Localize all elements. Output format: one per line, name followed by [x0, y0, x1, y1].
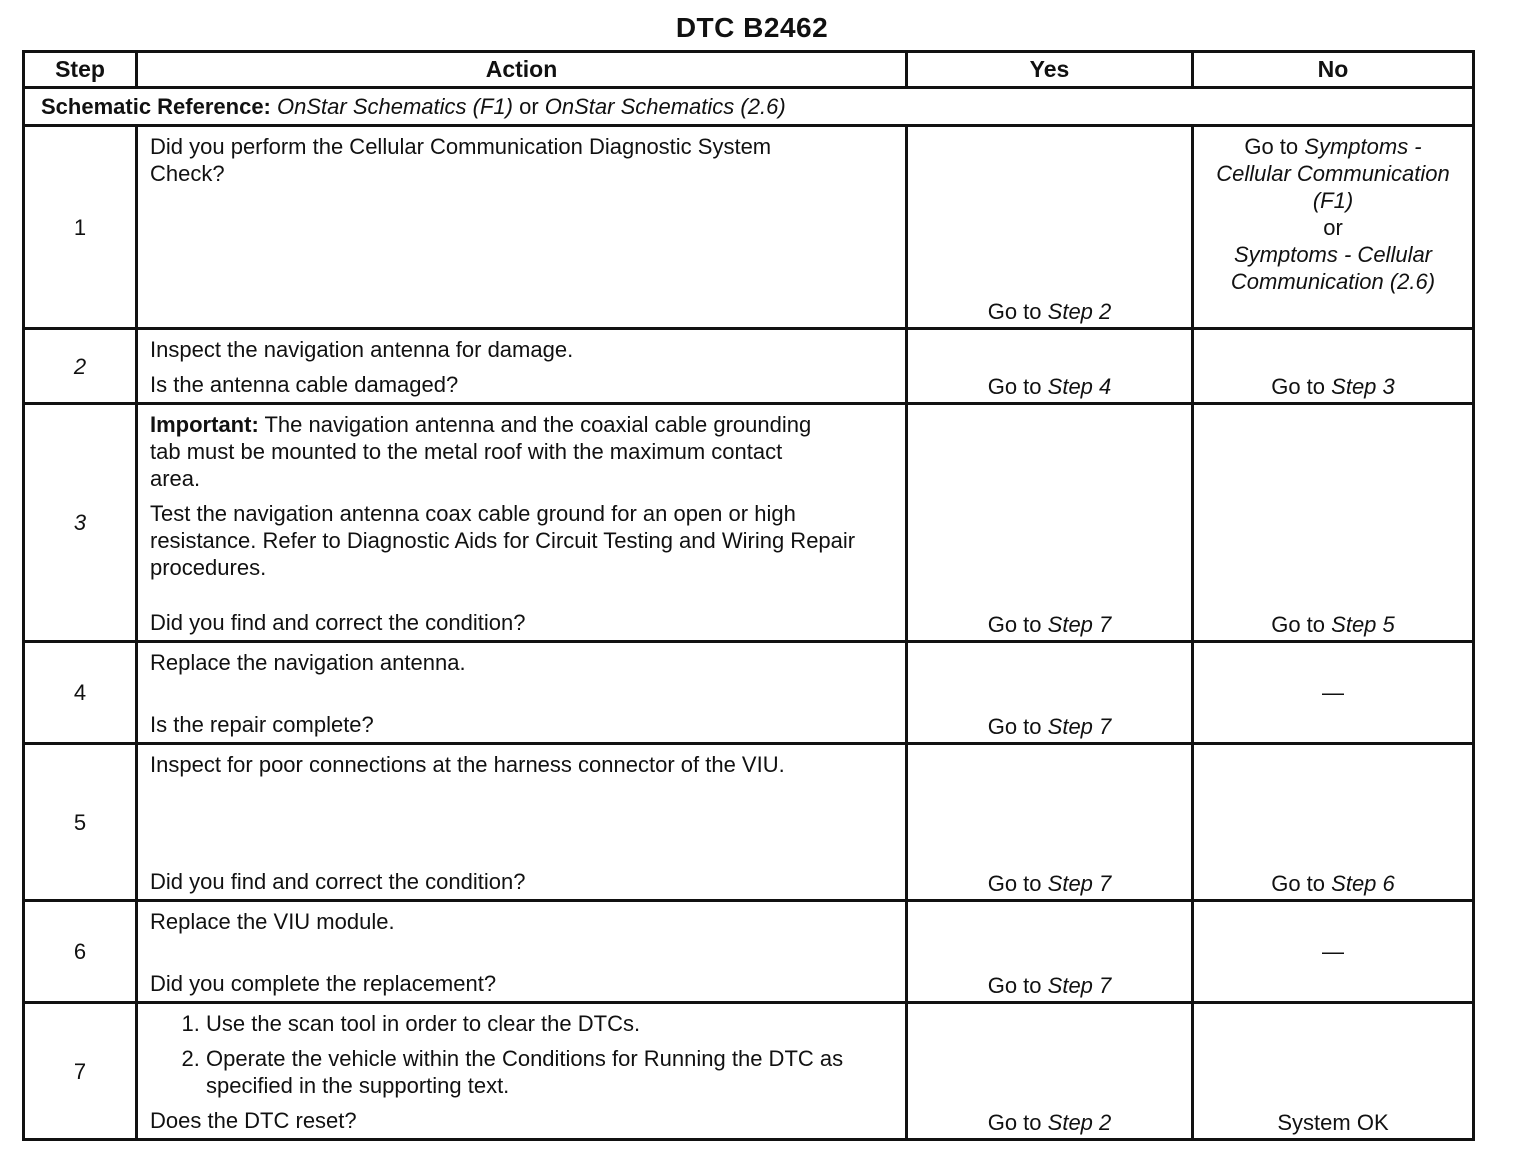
yes-prefix: Go to [987, 612, 1042, 637]
action-text: Did you perform the Cellular Communication Diagnostic System Check? [150, 134, 772, 186]
action-cell [137, 901, 907, 1003]
yes-cell [907, 126, 1193, 329]
header-step: Step [24, 52, 137, 88]
action-question: Did you find and correct the condition? [150, 869, 526, 894]
header-row [24, 52, 1474, 88]
no-prefix: Go to [1244, 134, 1299, 159]
yes-prefix: Go to [987, 871, 1042, 896]
no-dash: — [1322, 939, 1344, 964]
table-row [24, 126, 1474, 329]
header-action: Action [137, 52, 907, 88]
yes-step-link: Step 2 [1047, 299, 1112, 324]
table-row [24, 404, 1474, 642]
no-result-text: System OK [1277, 1110, 1389, 1135]
table-row [24, 642, 1474, 744]
schematic-reference [24, 88, 1474, 126]
step-number: 7 [24, 1003, 137, 1140]
important-label: Important: [150, 412, 259, 437]
action-cell [137, 126, 907, 329]
no-step-link: Step 3 [1331, 374, 1395, 399]
yes-prefix: Go to [987, 299, 1042, 324]
action-text: Replace the navigation antenna. [150, 650, 466, 675]
step-number: 5 [24, 744, 137, 901]
step-number: 1 [24, 126, 137, 329]
no-cell [1193, 642, 1474, 744]
document-title: DTC B2462 [675, 12, 829, 43]
no-cell [1193, 1003, 1474, 1140]
yes-prefix: Go to [987, 714, 1042, 739]
no-step-link: Step 5 [1331, 612, 1395, 637]
schematic-label: Schematic Reference: [41, 94, 271, 119]
action-text: Test the navigation antenna coax cable ground for an open or high resistance. Refer to Diagnostic Aids for Circuit Testing and Wiring Repair procedures. [150, 501, 856, 580]
header-no: No [1193, 52, 1474, 88]
no-prefix: Go to [1271, 612, 1326, 637]
action-cell [137, 744, 907, 901]
action-text: Replace the VIU module. [150, 909, 395, 934]
header-yes: Yes [907, 52, 1193, 88]
procedure-item: 2. Operate the vehicle within the Conditions for Running the DTC as specified in the supporting text. [206, 1045, 856, 1099]
table-row [24, 744, 1474, 901]
step-number: 6 [24, 901, 137, 1003]
yes-prefix: Go to [987, 374, 1042, 399]
table-row [24, 901, 1474, 1003]
diagnostic-table [22, 50, 1475, 1141]
important-note [150, 411, 830, 492]
yes-prefix: Go to [987, 1110, 1042, 1135]
yes-prefix: Go to [987, 973, 1042, 998]
schematic-or: or [519, 94, 539, 119]
action-cell [137, 642, 907, 744]
yes-cell [907, 744, 1193, 901]
no-symptoms-link-f1: Symptoms - Cellular Communication (F1) [1216, 134, 1450, 213]
yes-step-link: Step 2 [1047, 1110, 1112, 1135]
procedure-item: 1. Use the scan tool in order to clear the DTCs. [206, 1010, 893, 1037]
no-cell [1193, 404, 1474, 642]
action-question: Does the DTC reset? [150, 1108, 357, 1133]
yes-cell [907, 1003, 1193, 1140]
schematic-link-2-6: OnStar Schematics (2.6) [544, 94, 786, 119]
no-prefix: Go to [1271, 374, 1326, 399]
action-text: Inspect for poor connections at the harness connector of the VIU. [150, 752, 785, 777]
schematic-link-f1: OnStar Schematics (F1) [277, 94, 513, 119]
yes-step-link: Step 7 [1047, 973, 1112, 998]
action-text: Inspect the navigation antenna for damage. [150, 337, 574, 362]
yes-step-link: Step 4 [1047, 374, 1112, 399]
action-question: Did you find and correct the condition? [150, 610, 526, 635]
step-number: 3 [24, 404, 137, 642]
action-cell [137, 329, 907, 404]
no-cell [1193, 126, 1474, 329]
yes-cell [907, 642, 1193, 744]
action-question: Is the repair complete? [150, 712, 374, 737]
yes-cell [907, 901, 1193, 1003]
procedure-list [150, 1010, 893, 1099]
yes-cell [907, 404, 1193, 642]
yes-cell [907, 329, 1193, 404]
table-row [24, 329, 1474, 404]
step-number: 2 [24, 329, 137, 404]
no-dash: — [1322, 680, 1344, 705]
no-step-link: Step 6 [1331, 871, 1395, 896]
action-cell [137, 1003, 907, 1140]
action-question: Is the antenna cable damaged? [150, 372, 459, 397]
no-prefix: Go to [1271, 871, 1326, 896]
yes-step-link: Step 7 [1047, 612, 1112, 637]
no-cell [1193, 744, 1474, 901]
step-number: 4 [24, 642, 137, 744]
no-or: or [1323, 215, 1343, 240]
schematic-row [24, 88, 1474, 126]
yes-step-link: Step 7 [1047, 714, 1112, 739]
no-cell [1193, 329, 1474, 404]
important-text: The navigation antenna and the coaxial cable grounding tab must be mounted to the metal roof with the maximum contact area. [150, 412, 812, 491]
no-symptoms-link-2-6: Symptoms - Cellular Communication (2.6) [1230, 242, 1436, 294]
action-cell [137, 404, 907, 642]
yes-step-link: Step 7 [1047, 871, 1112, 896]
action-question: Did you complete the replacement? [150, 971, 497, 996]
table-row [24, 1003, 1474, 1140]
no-cell [1193, 901, 1474, 1003]
